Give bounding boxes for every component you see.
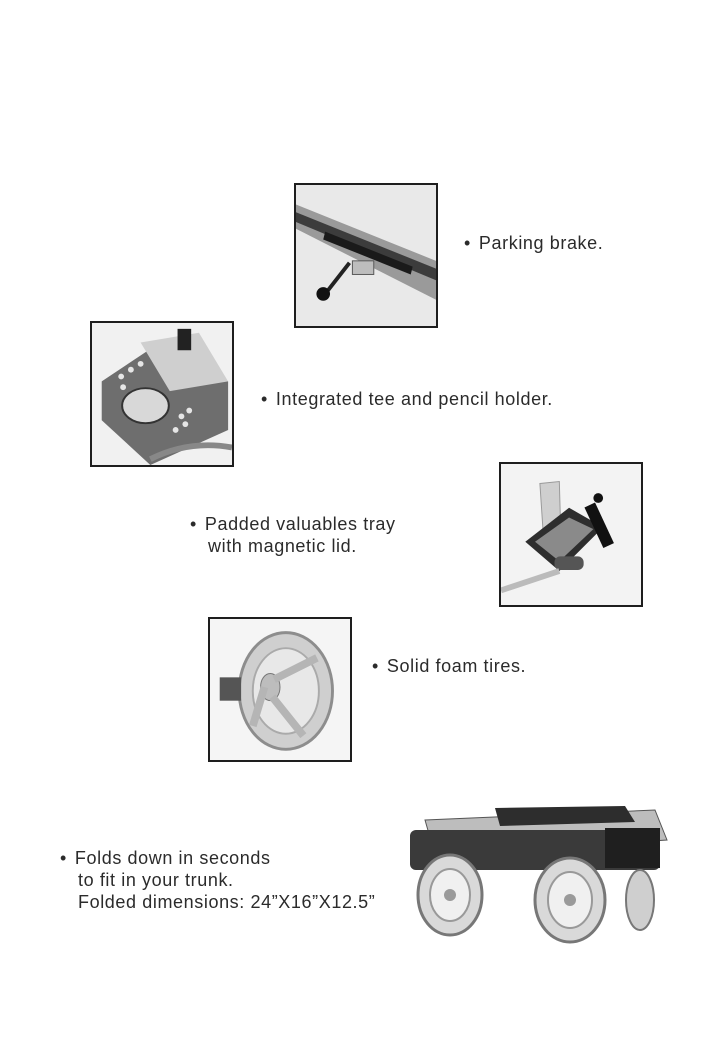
bullet-icon: • bbox=[372, 656, 379, 676]
feature-text: Folded dimensions: 24”X16”X12.5” bbox=[78, 892, 376, 912]
feature-text: with magnetic lid. bbox=[208, 536, 357, 556]
bullet-icon: • bbox=[60, 848, 67, 868]
feature-valuables-tray bbox=[190, 513, 396, 557]
feature-text: Parking brake. bbox=[478, 233, 604, 253]
bullet-icon: • bbox=[190, 514, 197, 534]
feature-text: Folds down in seconds bbox=[74, 848, 271, 868]
feature-text: to fit in your trunk. bbox=[78, 870, 234, 890]
folded-cart-icon bbox=[405, 800, 675, 945]
feature-text: Padded valuables tray bbox=[204, 514, 396, 534]
valuables-tray-icon bbox=[501, 464, 641, 605]
tee-holder-photo bbox=[90, 321, 234, 467]
foam-tire-icon bbox=[210, 619, 350, 760]
feature-parking-brake bbox=[464, 232, 603, 254]
feature-foam-tires bbox=[372, 655, 526, 677]
folded-cart-photo bbox=[405, 800, 675, 945]
feature-text: Integrated tee and pencil holder. bbox=[275, 389, 553, 409]
parking-brake-photo bbox=[294, 183, 438, 328]
bullet-icon: • bbox=[464, 233, 471, 253]
valuables-tray-photo bbox=[499, 462, 643, 607]
feature-tee-pencil-holder bbox=[261, 388, 553, 410]
bullet-icon: • bbox=[261, 389, 268, 409]
tee-holder-icon bbox=[92, 323, 232, 465]
parking-brake-icon bbox=[296, 185, 436, 326]
feature-folding bbox=[60, 847, 375, 913]
feature-text: Solid foam tires. bbox=[386, 656, 527, 676]
foam-tire-photo bbox=[208, 617, 352, 762]
